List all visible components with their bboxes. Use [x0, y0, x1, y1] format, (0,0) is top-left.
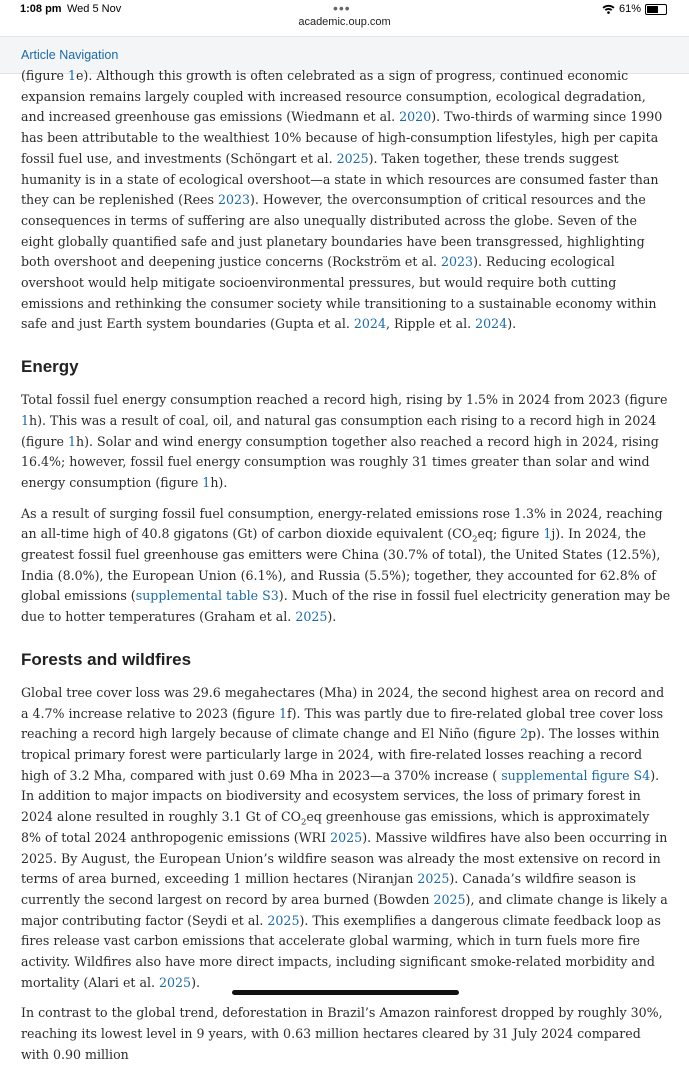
text-run: ).: [507, 316, 517, 332]
text-run: ).: [327, 609, 337, 625]
text-run: e). Although this growth is often celebrated as a sign of progress, continued economic expansion remains largely coupled with increased resource consumption, ecological degradation, and increased greenhouse gas emissions (Wiedmann et al.: [21, 68, 646, 125]
text-run: Total fossil fuel energy consumption reached a record high, rising by 1.5% in 2024 from 2023 (figure: [21, 392, 668, 408]
section-heading: Forests and wildfires: [21, 649, 192, 669]
status-right: [602, 3, 667, 15]
reference-link[interactable]: 2025: [330, 829, 363, 845]
text-run: p). The losses within tropical primary forest were particularly large in 2024, with fire-related losses reaching a record high of 3.2 Mha, compared with just 0.69 Mha in 2023—a 370% increase (: [21, 726, 660, 783]
text-run: h). This was a result of coal, oil, and natural gas consumption each rising to a record high in 2024 (figure: [21, 412, 657, 449]
article-paragraph: [21, 1003, 671, 1065]
battery-percent: 61%: [618, 3, 641, 15]
text-run: ). This exemplifies a dangerous climate feedback loop as fires release vast carbon emissions that accelerate global warming, which in turn fuels more fire activity. Wildfires also have more direct impacts, including significant smoke-related morbidity and mortality (Alari et al.: [21, 912, 661, 990]
subscript: 2: [472, 534, 478, 545]
reference-link[interactable]: 2024: [475, 316, 508, 332]
text-run: Global tree cover loss was 29.6 megahectares (Mha) in 2024, the second highest area on record and a 4.7% increase relative to 2023 (figure: [21, 684, 665, 721]
reference-link[interactable]: 2025: [433, 891, 466, 907]
text-run: f). This was partly due to fire-related global tree cover loss reaching a record high largely because of climate change and El Niño (figure: [21, 705, 664, 742]
text-run: h). Solar and wind energy consumption together also reached a record high in 2024, rising 16.4%; however, fossil fuel energy consumption was roughly 31 times greater than solar and wind energy consumption (figure: [21, 433, 659, 490]
text-run: eq greenhouse gas emissions, which is approximately 8% of total 2024 anthropogenic emissions (WRI: [21, 809, 650, 845]
reference-link[interactable]: 1: [543, 526, 552, 542]
reference-link[interactable]: supplemental table S3: [135, 588, 279, 604]
text-run: ). In addition to major impacts on biodiversity and ecosystem services, the loss of primary forest in 2024 alone resulted in roughly 3.1 Gt of CO: [21, 767, 660, 825]
text-run: eq; figure: [477, 526, 544, 542]
reference-link[interactable]: 2023: [217, 192, 251, 208]
text-run: ). Taken together, these trends suggest humanity is in a state of ecological overshoot—a state in which resources are consumed faster than they can be replenished (Rees: [21, 150, 659, 208]
text-run: ). Reducing ecological overshoot would help mitigate socioenvironmental pressures, but would require both cutting emissions and rethinking the consumer society while transitioning to a sustainable economy within safe and just Earth system boundaries (Gupta et al.: [21, 254, 657, 332]
reference-link[interactable]: 2025: [417, 871, 450, 887]
text-run: ). However, the overconsumption of critical resources and the consequences in terms of suffering are also unequally distributed across the globe. Seven of the eight globally quantified safe and just planetary boundaries have been transgressed, highlighting both overshoot and deepening justice concerns (Rockström et al.: [21, 192, 646, 270]
text-run: h).: [210, 474, 228, 490]
more-dots-icon[interactable]: •••: [333, 0, 351, 16]
reference-link[interactable]: 1: [202, 474, 211, 490]
home-indicator[interactable]: [232, 990, 459, 995]
text-run: As a result of surging fossil fuel consumption, energy-related emissions rose 1.3% in 2024, reaching an all-time high of 40.8 gigatons (Gt) of carbon dioxide equivalent (CO: [21, 505, 663, 542]
article-paragraph: [21, 504, 671, 628]
article-navigation-link[interactable]: Article Navigation: [21, 48, 119, 62]
article-paragraph: [21, 66, 671, 335]
reference-link[interactable]: 2025: [267, 912, 300, 928]
text-run: , Ripple et al.: [385, 316, 476, 332]
article-paragraph: [21, 683, 671, 994]
text-run: ). Two-thirds of warming since 1990 has been attributable to the wealthiest 10% because of high-consumption lifestyles, high per capita fossil fuel use, and investments (Schöngart et al.: [21, 109, 663, 166]
address-bar-url[interactable]: academic.oup.com: [298, 16, 391, 28]
reference-link[interactable]: 2023: [441, 254, 474, 270]
subscript: 2: [300, 817, 307, 828]
text-run: ). Canada’s wildfire season is currently the second largest on record by area burned (Bowden: [21, 871, 636, 907]
battery-level: [647, 6, 658, 13]
text-run: In contrast to the global trend, deforestation in Brazil’s Amazon rainforest dropped by roughly 30%, reaching its lowest level in 9 years, with 0.63 million hectares cleared by 31 July 2024 compared with 0.90 million: [21, 1005, 663, 1062]
reference-link[interactable]: 2025: [295, 609, 328, 625]
wifi-icon: [602, 4, 615, 14]
text-run: ). Much of the rise in fossil fuel electricity generation may be due to hotter temperatures (Graham et al.: [21, 588, 671, 625]
text-run: ), and climate change is likely a major contributing factor (Seydi et al.: [21, 891, 668, 928]
reference-link[interactable]: 2025: [159, 974, 192, 990]
article-paragraph: [21, 390, 671, 494]
text-run: (figure: [21, 68, 68, 83]
reference-link[interactable]: 1: [67, 433, 76, 449]
reference-link[interactable]: 1: [278, 705, 287, 721]
status-date: Wed 5 Nov: [67, 3, 122, 15]
text-run: j). In 2024, the greatest fossil fuel greenhouse gas emitters were China (30.7% of total), the United States (12.5%), India (8.0%), the European Union (6.1%), and Russia (5.5%); together, they accounted for 62.8% of global emissions (: [21, 526, 661, 604]
text-run: ).: [191, 974, 200, 990]
reference-link[interactable]: 2020: [399, 109, 432, 125]
section-heading: Energy: [21, 357, 79, 377]
article-body: [21, 66, 671, 1076]
text-run: ). Massive wildfires have also been occurring in 2025. By August, the European Union’s wildfire season was already the most extensive on record in terms of area burned, exceeding 1 million hectares (Niranjan: [21, 829, 668, 887]
status-time: 1:08 pm: [20, 3, 62, 15]
reference-link[interactable]: 1: [67, 68, 76, 83]
reference-link[interactable]: 1: [21, 412, 30, 428]
reference-link[interactable]: supplemental figure S4: [501, 767, 651, 783]
reference-link[interactable]: 2024: [353, 316, 386, 332]
reference-link[interactable]: 2: [519, 726, 528, 742]
reference-link[interactable]: 2025: [336, 150, 369, 166]
battery-icon: [645, 4, 667, 15]
